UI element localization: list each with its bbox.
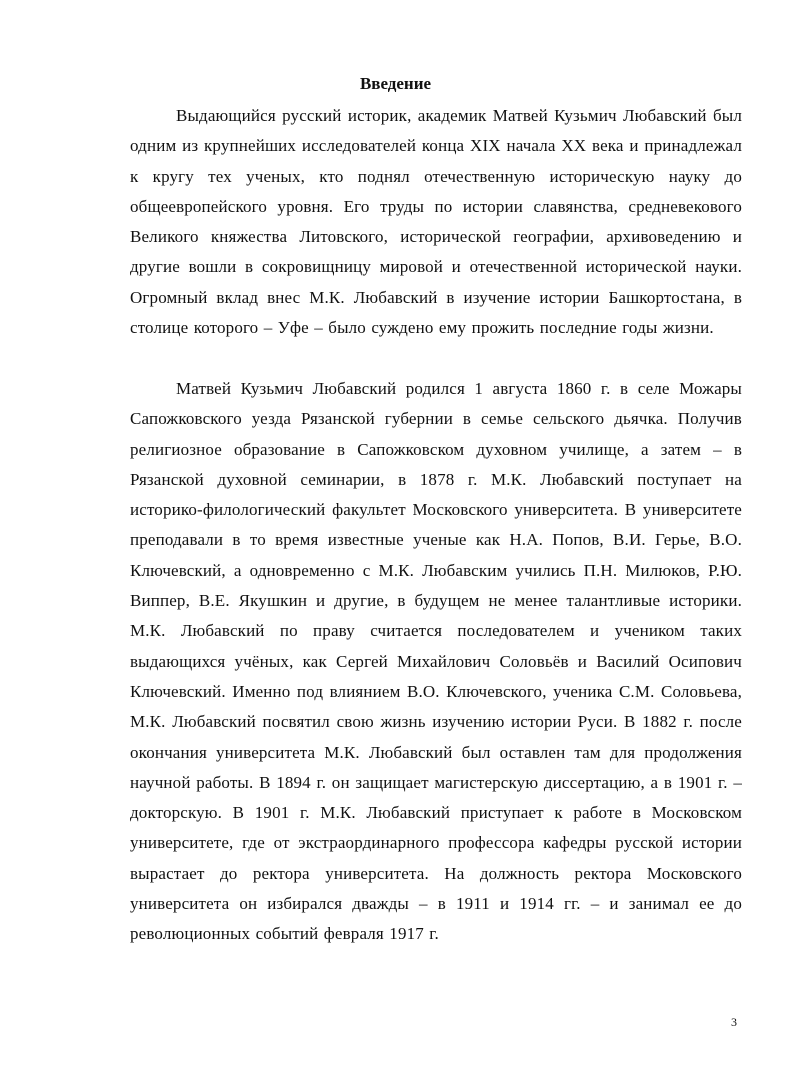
paragraph-introduction: Выдающийся русский историк, академик Матвей Кузьмич Любавский был одним из крупнейших исследователей конца XIX начала XX века и принадлежал к кругу тех ученых, кто поднял отечественную историческую науку до общеевропейского уровня. Его труды по истории славянства, средневекового Великого княжества Литовского, исторической географии, архивоведению и другие вошли в сокровищницу мировой и отечественной исторической науки. Огромный вклад внес М.К. Любавский в изучение истории Башкортостана, в столице которого – Уфе – было суждено ему прожить последние годы жизни. — [130, 106, 742, 338]
page-number: 3 — [731, 1015, 737, 1029]
section-title: Введение — [359, 74, 432, 93]
paragraph-biography: Матвей Кузьмич Любавский родился 1 августа 1860 г. в селе Можары Сапожковского уезда Рязанской губернии в семье сельского дьячка. Получив религиозное образование в Сапожковском духовном училище, а затем – в Рязанской духовной семинарии, в 1878 г. М.К. Любавский поступает на историко-филологический факультет Московского университета. В университете преподавали в то время известные ученые как Н.А. Попов, В.И. Герье, В.О. Ключевский, а одновременно с М.К. Любавским учились П.Н. Милюков, Р.Ю. Виппер, В.Е. Якушкин и другие, в будущем не менее талантливые историки. М.К. Любавский по праву считается последователем и учеником таких выдающихся учёных, как Сергей Михайлович Соловьёв и Василий Осипович Ключевский. Именно под влиянием В.О. Ключевского, ученика С.М. Соловьева, М.К. Любавский посвятил свою жизнь изучению истории Руси. В 1882 г. после окончания университета М.К. Любавский был оставлен там для продолжения научной работы. В 1894 г. он защищает магистерскую диссертацию, а в 1901 г. – докторскую. В 1901 г. М.К. Любавский приступает к работе в Московском университете, где от экстраординарного профессора кафедры русской истории вырастает до ректора университета. На должность ректора Московского университета он избирался дважды – в 1911 и 1914 гг. – и занимал ее до революционных событий февраля 1917 г. — [130, 379, 742, 944]
